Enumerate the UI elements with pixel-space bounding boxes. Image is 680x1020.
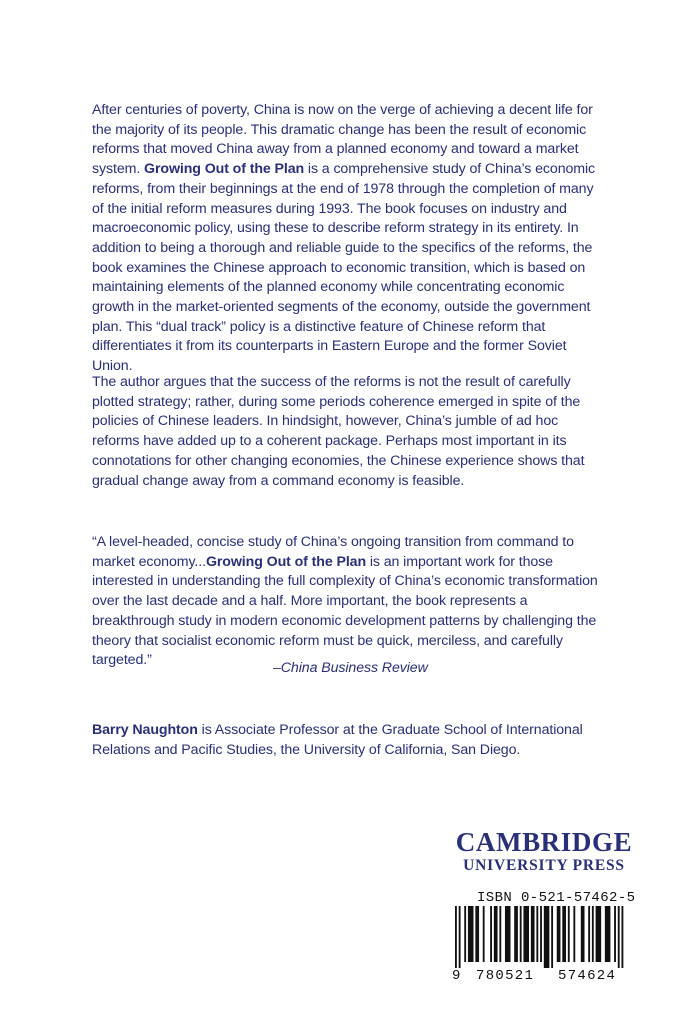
isbn-label: ISBN 0-521-57462-5 <box>477 890 636 906</box>
barcode-bar <box>581 906 585 962</box>
barcode-group-2: 574624 <box>558 968 617 984</box>
barcode-bar <box>618 906 620 968</box>
author-name: Barry Naughton <box>92 722 198 738</box>
book-title-inline: Growing Out of the Plan <box>144 161 305 178</box>
barcode-bar <box>557 906 561 962</box>
barcode-bar <box>588 906 590 962</box>
barcode-bar <box>520 906 522 962</box>
review-quote <box>92 533 602 671</box>
publisher-logo <box>455 827 633 875</box>
barcode-bar <box>459 906 461 968</box>
barcode-bar <box>531 906 535 962</box>
barcode-bar <box>544 906 550 968</box>
barcode-bar <box>592 906 594 962</box>
description-text-2: The author argues that the success of the reforms is not the result of carefully plotted strategy; rather, during some periods coherence emerged in spite of the policies of Chinese leaders. In hindsight, however, China’s jumble of ad hoc reforms have added up to a coherent package. Perhaps most important in its connotations for other changing economies, the Chinese experience shows that gradual change away from a command economy is feasible. <box>92 374 585 489</box>
barcode-bar <box>562 906 566 962</box>
publisher-subtitle: UNIVERSITY PRESS <box>463 857 625 874</box>
barcode-bar <box>464 906 466 962</box>
barcode-bar <box>622 906 624 968</box>
description-paragraph-1 <box>92 101 602 377</box>
barcode-bar <box>605 906 611 962</box>
review-text-start: “A level-headed, concise study of China’s ongoing transition from command to market economy... <box>92 534 574 570</box>
barcode-bar <box>614 906 616 962</box>
description-text-end: is a comprehensive study of China’s economic reforms, from their beginnings at the end of 1978 through the completion of many of the initial reform measures during 1993. The book focuses on industry and macroeconomic policy, using these to describe reform strategy in its entirety. In addition to being a thorough and reliable guide to the specifics of the reforms, the book examines the Chinese approach to economic transition, which is based on maintaining elements of the planned economy while concentrating economic growth in the market-oriented segments of the economy, outside the government plan. This “dual track” policy is a distinctive feature of Chinese reform that differentiates it from its counterparts in Eastern Europe and the former Soviet Union. <box>92 161 596 375</box>
barcode <box>453 906 633 968</box>
barcode-bar <box>568 906 570 962</box>
barcode-bar <box>573 906 575 962</box>
review-book-title: Growing Out of the Plan <box>205 553 367 570</box>
barcode-bar <box>540 906 542 962</box>
barcode-lead-digit: 9 <box>452 968 461 984</box>
barcode-bar <box>596 906 602 962</box>
barcode-bar <box>455 906 457 968</box>
barcode-bars <box>453 906 633 968</box>
review-attribution: –China Business Review <box>273 660 428 676</box>
description-paragraph-2 <box>92 373 602 491</box>
author-bio-text: is Associate Professor at the Graduate School of International Relations and Pacific Studies, the University of California, San Diego. <box>92 722 583 758</box>
barcode-bar <box>536 906 538 962</box>
barcode-bar <box>468 906 474 962</box>
publisher-name: CAMBRIDGE <box>455 827 633 857</box>
barcode-bar <box>523 906 529 962</box>
barcode-bar <box>483 906 485 962</box>
author-bio <box>92 721 602 760</box>
barcode-bar <box>551 906 553 968</box>
barcode-bar <box>475 906 479 962</box>
barcode-bar <box>499 906 501 962</box>
barcode-bar <box>490 906 492 962</box>
barcode-bar <box>494 906 498 962</box>
barcode-bar <box>505 906 511 962</box>
barcode-bar <box>514 906 518 962</box>
review-text-end: is an important work for those interested in understanding the full complexity of China’s economic transformation over the last decade and a half. More important, the book represents a breakthrough study in modern economic development patterns by challenging the theory that socialist economic reform must be quick, merciless, and carefully targeted.” <box>92 553 598 669</box>
description-text-start: After centuries of poverty, China is now on the verge of achieving a decent life for the majority of its people. This dramatic change has been the result of economic reforms that moved China away from a planned economy and toward a market system. <box>92 102 593 178</box>
barcode-group-1: 780521 <box>476 968 535 984</box>
